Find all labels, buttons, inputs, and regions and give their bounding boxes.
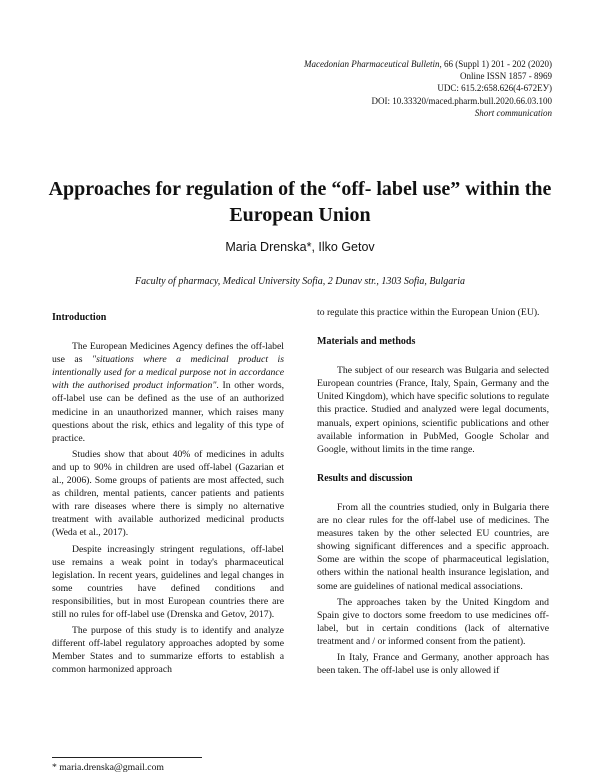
methods-paragraph: The subject of our research was Bulgaria and selected European countries (France, Italy, Spain, Germany and the United Kingdom), which have specific solutions to regulate this practice. Studied and analyzed were legal documents, manuals, expert opinions, scientific publications and other available information in PubMed, Google Scholar and Google, without limits in the time range.: [317, 365, 549, 455]
intro-paragraph-2: Studies show that about 40% of medicines in adults and up to 90% in children are used off-label (Gazarian et al., 2006). Some groups of patients are most affected, such as children, mental patients, cancer patients and patients with rare diseases where there is simply no alternative treatment with available authorized medicinal products (Weda et al., 2017).: [52, 448, 284, 539]
doi: DOI: 10.33320/maced.pharm.bull.2020.66.03.100: [371, 95, 552, 106]
intro-p1-start: The European Medicines Agency defines the off-label use as: [52, 341, 284, 366]
intro-paragraph-4: The purpose of this study is to identify and analyze different off-label regulatory approaches adopted by some Member States and to summarize efforts to establish a common harmonized approach: [52, 625, 284, 676]
paper-title: Approaches for regulation of the “off- label use” within the European Union: [48, 178, 552, 226]
ema-definition-quote: "situations where a medicinal product is intentionally used for a medical purpose not in accordance with the authorised product information": [52, 354, 284, 392]
corresponding-email: * maria.drenska@gmail.com: [52, 762, 164, 773]
intro-paragraph-1: [52, 340, 284, 445]
results-paragraph-3: In Italy, France and Germany, another approach has been taken. The off-label use is only allowed if: [317, 651, 549, 677]
intro-p1-end: . In other words, off-label use can be defined as the use of an authorized medicine in an unauthorized manner, which raises many questions about the risk, ethics and legality of this type of practice.: [52, 380, 285, 444]
results-paragraph-2: The approaches taken by the United Kingdom and Spain give to doctors some freedom to use medicines off-label, but in certain conditions (lack of alternative treatment and / or informed consent from the patient).: [317, 596, 549, 647]
intro-continuation: to regulate this practice within the European Union (EU).: [317, 307, 540, 318]
footnote-rule: [52, 757, 202, 758]
article-type: Short communication: [474, 107, 552, 118]
intro-paragraph-3: Despite increasingly stringent regulations, off-label use remains a weak point in today's pharmaceutical legislation. In recent years, guidelines and legal changes in some countries have defined conditions and responsibilities, but in most European countries there are still no rules for off-label use (Drenska and Getov, 2017).: [52, 543, 284, 620]
journal-name: Macedonian Pharmaceutical Bulletin,: [304, 59, 442, 69]
results-heading: Results and discussion: [317, 472, 413, 484]
journal-citation: 66 (Suppl 1) 201 - 202 (2020): [441, 59, 552, 69]
methods-heading: Materials and methods: [317, 336, 416, 348]
affiliation: Faculty of pharmacy, Medical University Sofia, 2 Dunav str., 1303 Sofia, Bulgaria: [135, 276, 465, 287]
udc: UDC: 615.2:658.626(4-672ЕУ): [437, 83, 552, 94]
right-column: [317, 306, 549, 677]
journal-header: [304, 58, 552, 119]
issn: Online ISSN 1857 - 8969: [460, 71, 552, 82]
left-column: [52, 311, 284, 676]
authors: Maria Drenska*, Ilko Getov: [225, 240, 375, 254]
introduction-heading: Introduction: [52, 312, 107, 323]
results-paragraph-1: From all the countries studied, only in Bulgaria there are no clear rules for the off-label use of medicines. The measures taken by the other selected EU countries, are showing significant differences and a specific approach. Some are within the scope of pharmaceutical legislation, others within the national health insurance legislation, and some are guidelines of national medical associations.: [317, 501, 549, 592]
